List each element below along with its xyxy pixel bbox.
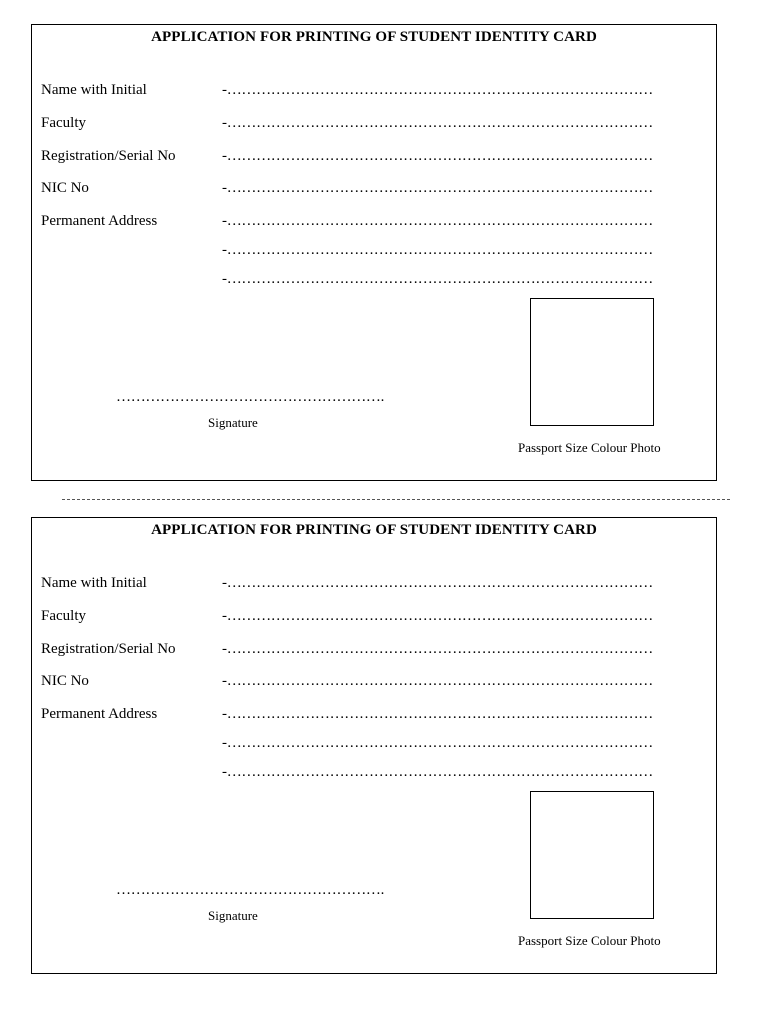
label-registration-serial-no: Registration/Serial No	[41, 641, 176, 657]
passport-photo-box	[530, 791, 654, 919]
label-permanent-address: Permanent Address	[41, 213, 158, 229]
permanent-address-field-line-2[interactable]: -……………………………………………………………………………	[222, 242, 653, 258]
label-name-with-initial: Name with Initial	[41, 82, 147, 98]
registration-serial-no-field[interactable]: -……………………………………………………………………………	[222, 148, 653, 164]
photo-caption: Passport Size Colour Photo	[518, 933, 661, 948]
label-nic-no: NIC No	[41, 673, 89, 689]
permanent-address-field-line-1[interactable]: -……………………………………………………………………………	[222, 213, 653, 229]
label-faculty: Faculty	[41, 115, 86, 131]
name-with-initial-field[interactable]: -……………………………………………………………………………	[222, 82, 653, 98]
label-permanent-address: Permanent Address	[41, 706, 158, 722]
id-card-application-form-1	[31, 24, 717, 481]
label-name-with-initial: Name with Initial	[41, 575, 147, 591]
signature-label: Signature	[208, 908, 258, 923]
permanent-address-field-line-3[interactable]: -……………………………………………………………………………	[222, 271, 653, 287]
registration-serial-no-field[interactable]: -……………………………………………………………………………	[222, 641, 653, 657]
signature-line[interactable]: ……………………………………………….	[116, 882, 385, 898]
name-with-initial-field[interactable]: -……………………………………………………………………………	[222, 575, 653, 591]
faculty-field[interactable]: -……………………………………………………………………………	[222, 115, 653, 131]
passport-photo-box	[530, 298, 654, 426]
permanent-address-field-line-2[interactable]: -……………………………………………………………………………	[222, 735, 653, 751]
photo-caption: Passport Size Colour Photo	[518, 440, 661, 455]
label-nic-no: NIC No	[41, 180, 89, 196]
nic-no-field[interactable]: -……………………………………………………………………………	[222, 180, 653, 196]
signature-label: Signature	[208, 415, 258, 430]
permanent-address-field-line-3[interactable]: -……………………………………………………………………………	[222, 764, 653, 780]
form-title: APPLICATION FOR PRINTING OF STUDENT IDENTITY CARD	[151, 522, 597, 538]
label-registration-serial-no: Registration/Serial No	[41, 148, 176, 164]
label-faculty: Faculty	[41, 608, 86, 624]
faculty-field[interactable]: -……………………………………………………………………………	[222, 608, 653, 624]
nic-no-field[interactable]: -……………………………………………………………………………	[222, 673, 653, 689]
id-card-application-form-2	[31, 517, 717, 974]
signature-line[interactable]: ……………………………………………….	[116, 389, 385, 405]
cut-here-divider	[62, 499, 730, 500]
form-title: APPLICATION FOR PRINTING OF STUDENT IDENTITY CARD	[151, 29, 597, 45]
permanent-address-field-line-1[interactable]: -……………………………………………………………………………	[222, 706, 653, 722]
